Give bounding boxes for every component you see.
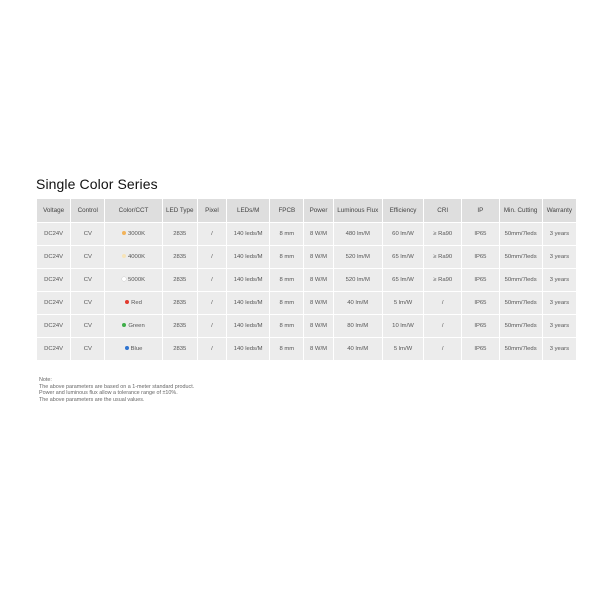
cell-power: 8 W/M bbox=[304, 223, 332, 245]
cell-min-cutting: 50mm/7leds bbox=[500, 292, 542, 314]
cell-fpcb: 8 mm bbox=[270, 269, 303, 291]
header-luminous-flux: Luminous Flux bbox=[334, 199, 382, 222]
header-color-cct: Color/CCT bbox=[105, 199, 161, 222]
color-dot-icon bbox=[125, 300, 129, 304]
color-label: Red bbox=[131, 300, 142, 306]
header-fpcb: FPCB bbox=[270, 199, 303, 222]
color-label: 5000K bbox=[128, 277, 146, 283]
table-row bbox=[37, 292, 576, 314]
table-row bbox=[37, 246, 576, 268]
cell-voltage: DC24V bbox=[37, 269, 70, 291]
cell-color-cct bbox=[105, 315, 161, 337]
note-line: The above parameters are the usual values. bbox=[39, 396, 145, 403]
cell-min-cutting: 50mm/7leds bbox=[500, 315, 542, 337]
color-label: 3000K bbox=[128, 231, 146, 237]
header-voltage: Voltage bbox=[37, 199, 70, 222]
cell-efficiency: 60 lm/W bbox=[383, 223, 423, 245]
cell-luminous-flux: 40 lm/M bbox=[334, 338, 382, 360]
cell-control: CV bbox=[71, 223, 104, 245]
table-row bbox=[37, 315, 576, 337]
cell-power: 8 W/M bbox=[304, 315, 332, 337]
table-header-row bbox=[37, 199, 576, 222]
cell-leds-per-m: 140 leds/M bbox=[227, 315, 269, 337]
header-leds-per-m: LEDs/M bbox=[227, 199, 269, 222]
cell-led-type: 2835 bbox=[163, 315, 197, 337]
cell-warranty: 3 years bbox=[543, 292, 576, 314]
cell-efficiency: 10 lm/W bbox=[383, 315, 423, 337]
table-row bbox=[37, 223, 576, 245]
cell-color-cct bbox=[105, 223, 161, 245]
cell-min-cutting: 50mm/7leds bbox=[500, 338, 542, 360]
cell-control: CV bbox=[71, 269, 104, 291]
color-dot-icon bbox=[122, 323, 126, 327]
cell-pixel: / bbox=[198, 338, 226, 360]
cell-power: 8 W/M bbox=[304, 246, 332, 268]
cell-pixel: / bbox=[198, 246, 226, 268]
cell-efficiency: 65 lm/W bbox=[383, 269, 423, 291]
header-warranty: Warranty bbox=[543, 199, 576, 222]
cell-led-type: 2835 bbox=[163, 292, 197, 314]
cell-cri: / bbox=[424, 315, 461, 337]
spec-table bbox=[36, 198, 577, 361]
cell-leds-per-m: 140 leds/M bbox=[227, 223, 269, 245]
cell-pixel: / bbox=[198, 223, 226, 245]
cell-leds-per-m: 140 leds/M bbox=[227, 246, 269, 268]
cell-color-cct bbox=[105, 246, 161, 268]
color-dot-icon bbox=[122, 277, 126, 281]
cell-leds-per-m: 140 leds/M bbox=[227, 338, 269, 360]
cell-warranty: 3 years bbox=[543, 246, 576, 268]
cell-pixel: / bbox=[198, 315, 226, 337]
cell-led-type: 2835 bbox=[163, 338, 197, 360]
header-pixel: Pixel bbox=[198, 199, 226, 222]
cell-cri: ≥ Ra90 bbox=[424, 223, 461, 245]
cell-min-cutting: 50mm/7leds bbox=[500, 223, 542, 245]
header-cri: CRI bbox=[424, 199, 461, 222]
cell-fpcb: 8 mm bbox=[270, 223, 303, 245]
cell-control: CV bbox=[71, 338, 104, 360]
table-row bbox=[37, 338, 576, 360]
cell-ip: IP65 bbox=[462, 315, 498, 337]
note-line: The above parameters are based on a 1-meter standard product. bbox=[39, 383, 195, 390]
cell-fpcb: 8 mm bbox=[270, 246, 303, 268]
cell-ip: IP65 bbox=[462, 292, 498, 314]
color-label: Blue bbox=[130, 346, 143, 352]
cell-luminous-flux: 480 lm/M bbox=[334, 223, 382, 245]
color-label: Green bbox=[128, 323, 145, 329]
cell-voltage: DC24V bbox=[37, 246, 70, 268]
cell-pixel: / bbox=[198, 269, 226, 291]
cell-ip: IP65 bbox=[462, 269, 498, 291]
header-led-type: LED Type bbox=[163, 199, 197, 222]
cell-cri: / bbox=[424, 338, 461, 360]
cell-control: CV bbox=[71, 315, 104, 337]
header-control: Control bbox=[71, 199, 104, 222]
cell-ip: IP65 bbox=[462, 338, 498, 360]
cell-pixel: / bbox=[198, 292, 226, 314]
cell-color-cct bbox=[105, 292, 161, 314]
cell-power: 8 W/M bbox=[304, 338, 332, 360]
cell-min-cutting: 50mm/7leds bbox=[500, 269, 542, 291]
cell-warranty: 3 years bbox=[543, 269, 576, 291]
color-dot-icon bbox=[122, 231, 126, 235]
cell-efficiency: 5 lm/W bbox=[383, 292, 423, 314]
cell-warranty: 3 years bbox=[543, 315, 576, 337]
cell-control: CV bbox=[71, 292, 104, 314]
header-efficiency: Efficiency bbox=[383, 199, 423, 222]
cell-cri: / bbox=[424, 292, 461, 314]
cell-luminous-flux: 80 lm/M bbox=[334, 315, 382, 337]
notes-heading: Note: bbox=[39, 377, 52, 383]
cell-voltage: DC24V bbox=[37, 292, 70, 314]
cell-cri: ≥ Ra90 bbox=[424, 269, 461, 291]
cell-voltage: DC24V bbox=[37, 223, 70, 245]
header-power: Power bbox=[304, 199, 332, 222]
cell-color-cct bbox=[105, 338, 161, 360]
header-ip: IP bbox=[462, 199, 498, 222]
page-title: Single Color Series bbox=[36, 176, 158, 192]
header-min-cutting: Min. Cutting bbox=[500, 199, 542, 222]
cell-led-type: 2835 bbox=[163, 269, 197, 291]
cell-leds-per-m: 140 leds/M bbox=[227, 269, 269, 291]
table-row bbox=[37, 269, 576, 291]
cell-voltage: DC24V bbox=[37, 315, 70, 337]
cell-luminous-flux: 520 lm/M bbox=[334, 269, 382, 291]
cell-fpcb: 8 mm bbox=[270, 338, 303, 360]
color-label: 4000K bbox=[128, 254, 146, 260]
cell-color-cct bbox=[105, 269, 161, 291]
cell-power: 8 W/M bbox=[304, 292, 332, 314]
cell-luminous-flux: 40 lm/M bbox=[334, 292, 382, 314]
cell-ip: IP65 bbox=[462, 223, 498, 245]
cell-voltage: DC24V bbox=[37, 338, 70, 360]
color-dot-icon bbox=[122, 254, 126, 258]
cell-luminous-flux: 520 lm/M bbox=[334, 246, 382, 268]
cell-leds-per-m: 140 leds/M bbox=[227, 292, 269, 314]
cell-fpcb: 8 mm bbox=[270, 315, 303, 337]
cell-control: CV bbox=[71, 246, 104, 268]
cell-cri: ≥ Ra90 bbox=[424, 246, 461, 268]
note-line: Power and luminous flux allow a tolerance range of ±10%. bbox=[39, 390, 178, 397]
cell-led-type: 2835 bbox=[163, 246, 197, 268]
color-dot-icon bbox=[125, 346, 129, 350]
notes bbox=[39, 377, 194, 403]
cell-led-type: 2835 bbox=[163, 223, 197, 245]
cell-warranty: 3 years bbox=[543, 223, 576, 245]
cell-power: 8 W/M bbox=[304, 269, 332, 291]
cell-efficiency: 5 lm/W bbox=[383, 338, 423, 360]
cell-fpcb: 8 mm bbox=[270, 292, 303, 314]
cell-warranty: 3 years bbox=[543, 338, 576, 360]
cell-min-cutting: 50mm/7leds bbox=[500, 246, 542, 268]
cell-efficiency: 65 lm/W bbox=[383, 246, 423, 268]
cell-ip: IP65 bbox=[462, 246, 498, 268]
